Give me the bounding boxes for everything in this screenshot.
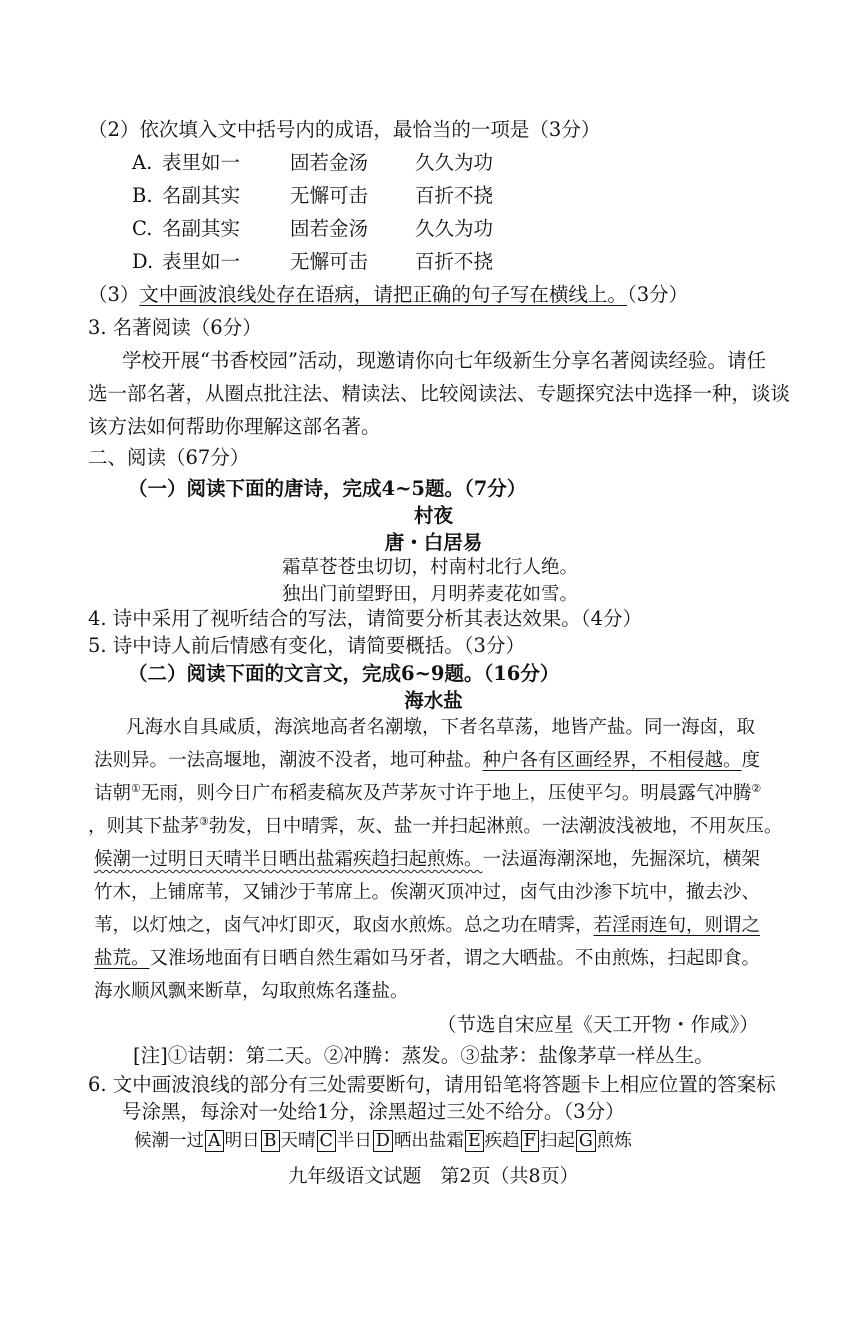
wavy-underlined-sentence: 候潮一过明日天晴半日晒出盐霜疾趋扫起煎炼。 [94, 849, 483, 870]
option-idiom-2: 无懈可击 [290, 184, 369, 207]
segment-text: 煎炼 [596, 1131, 632, 1151]
underlined-sentence: 种户各有区画经界，不相侵越。 [482, 750, 742, 771]
answer-box-a[interactable]: A [205, 1130, 224, 1152]
essay-text: 法则异。一法高堰地，潮波不没者，地可种盐。 [94, 750, 483, 771]
option-idiom-2: 固若金汤 [290, 151, 369, 174]
question-6-line: 号涂黑，每涂对一处给1分，涂黑超过三处不给分。（3分） [122, 1100, 625, 1123]
answer-box-g[interactable]: G [576, 1130, 596, 1152]
option-a [132, 151, 493, 175]
answer-box-f[interactable]: F [521, 1130, 539, 1152]
essay-line [94, 947, 760, 971]
segment-text: 明日 [224, 1131, 260, 1151]
segment-text: 扫起 [539, 1131, 575, 1151]
underlined-sentence: 若淫雨连旬，则谓之 [593, 915, 761, 936]
section-title: 二、阅读（67分） [88, 446, 250, 469]
option-b [132, 184, 493, 208]
option-idiom-1: 名副其实 [162, 184, 241, 207]
essay-line [94, 848, 760, 872]
poem-author: 唐・白居易 [384, 531, 483, 554]
question-3-line: 该方法如何帮助你理解这部名著。 [88, 415, 381, 438]
option-idiom-2: 固若金汤 [290, 217, 369, 240]
poem-line: 霜草苍苍虫切切，村南村北行人绝。 [282, 557, 579, 578]
essay-text: ，则其下盐茅 [88, 816, 200, 837]
answer-sequence [134, 1129, 632, 1153]
essay-text: 无雨，则今日广布稻麦稿灰及芦茅灰寸许于地上，压使平匀。明晨露气冲腾 [140, 783, 752, 804]
essay-line [88, 815, 782, 839]
segment-text: 晒出盐霜 [393, 1131, 464, 1151]
part-2-title: （二）阅读下面的文言文，完成6~9题。（16分） [128, 662, 560, 685]
segment-text: 天晴 [280, 1131, 316, 1151]
essay-text: 又淮场地面有日晒自然生霜如马牙者，谓之大晒盐。不由煎炼，扫起即食。 [149, 948, 761, 969]
segment-text: 候潮一过 [134, 1131, 204, 1151]
option-idiom-3: 久久为功 [415, 217, 494, 240]
option-letter: A. [132, 151, 153, 174]
sub-text: 文中画波浪线处存在语病，请把正确的句子写在横线上。 [139, 283, 627, 306]
underlined-sentence: 盐荒。 [94, 948, 150, 969]
question-3-line: 选一部名著，从圈点批注法、精读法、比较阅读法、专题探究法中选择一种，谈谈 [88, 382, 791, 405]
answer-box-c[interactable]: C [317, 1130, 336, 1152]
option-idiom-2: 无懈可击 [290, 250, 369, 273]
essay-line [94, 749, 760, 773]
option-idiom-1: 名副其实 [162, 217, 241, 240]
essay-line [94, 782, 761, 806]
option-idiom-1: 表里如一 [162, 250, 241, 273]
essay-line: 竹木，上铺席苇，又铺沙于苇席上。俟潮灭顶冲过，卤气由沙渗下坑中，撤去沙、 [94, 882, 761, 903]
essay-text: 度 [741, 750, 761, 771]
poem-line: 独出门前望野田，月明荞麦花如雪。 [282, 584, 579, 605]
part-1-title: （一）阅读下面的唐诗，完成4~5题。（7分） [128, 477, 527, 500]
essay-text: 勃发，日中晴霁，灰、盐一并扫起淋煎。一法潮波浅被地，不用灰压。 [208, 816, 783, 837]
page-footer: 九年级语文试题 第2页（共8页） [288, 1165, 579, 1187]
option-idiom-3: 百折不挠 [415, 250, 494, 273]
answer-box-b[interactable]: B [261, 1130, 280, 1152]
question-6-line: 6. 文中画波浪线的部分有三处需要断句，请用铅笔将答题卡上相应位置的答案标 [88, 1073, 776, 1096]
essay-footnotes: [注]①诘朝：第二天。②冲腾：蒸发。③盐茅：盐像茅草一样丛生。 [133, 1044, 714, 1067]
poem-title: 村夜 [413, 504, 453, 527]
footnote-marker: ③ [199, 814, 209, 828]
essay-title: 海水盐 [404, 689, 463, 712]
essay-text: 一法逼海潮深地，先掘深坑，横架 [482, 849, 761, 870]
option-d [132, 250, 493, 274]
segment-text: 疾趋 [484, 1131, 520, 1151]
option-letter: D. [132, 250, 154, 273]
question-5: 5. 诗中诗人前后情感有变化，请简要概括。（3分） [88, 634, 525, 657]
essay-text: 诘朝 [94, 783, 132, 804]
question-3-line: 学校开展“书香校园”活动，现邀请你向七年级新生分享名著阅读经验。请任 [122, 349, 766, 372]
segment-text: 半日 [336, 1131, 372, 1151]
question-2-stem: （2）依次填入文中括号内的成语，最恰当的一项是（3分） [88, 118, 601, 141]
question-2-3 [88, 283, 688, 307]
question-4: 4. 诗中采用了视听结合的写法，请简要分析其表达效果。（4分） [88, 607, 642, 630]
question-3-title: 3. 名著阅读（6分） [88, 316, 262, 339]
essay-line: 海水顺风飘来断草，勾取煎炼名蓬盐。 [94, 981, 409, 1002]
footnote-marker: ② [751, 781, 762, 795]
option-letter: B. [132, 184, 153, 207]
answer-box-d[interactable]: D [373, 1130, 393, 1152]
essay-line: 凡海水自具咸质，海滨地高者名潮墩，下者名草荡，地皆产盐。同一海卤，取 [126, 717, 756, 738]
essay-source: （节选自宋应星《天工开物・作咸》） [437, 1013, 759, 1036]
sub-score: （3分） [626, 283, 689, 306]
sub-number: （3） [88, 283, 140, 306]
option-letter: C. [132, 217, 153, 240]
option-c [132, 217, 493, 241]
answer-box-e[interactable]: E [465, 1130, 484, 1152]
option-idiom-3: 百折不挠 [415, 184, 494, 207]
essay-text: 苇，以灯烛之，卤气冲灯即灭，取卤水煎炼。总之功在晴霁， [94, 915, 594, 936]
footnote-marker: ① [131, 781, 141, 795]
essay-line [94, 914, 760, 938]
option-idiom-1: 表里如一 [162, 151, 241, 174]
option-idiom-3: 久久为功 [415, 151, 494, 174]
